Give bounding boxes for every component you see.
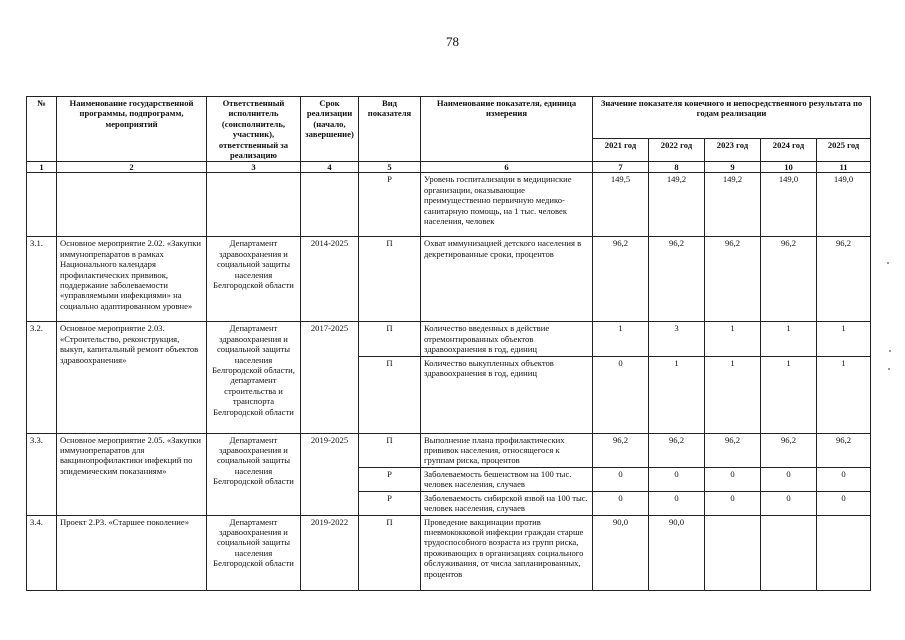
- table-body: [27, 162, 871, 590]
- table-row: [27, 433, 871, 467]
- indicator-value: 96,2: [593, 237, 649, 322]
- column-index: 7: [593, 162, 649, 173]
- indicator-value: 1: [705, 356, 761, 433]
- indicator-value: 96,2: [593, 433, 649, 467]
- row-num: [27, 173, 57, 237]
- row-period: 2019-2025: [301, 433, 359, 515]
- indicator-value: [817, 515, 871, 590]
- scan-speck: [889, 350, 891, 352]
- column-index: 9: [705, 162, 761, 173]
- indicator-value: 1: [761, 356, 817, 433]
- indicator-kind: П: [359, 515, 421, 590]
- header-year: 2022 год: [649, 138, 705, 162]
- row-period: 2019-2022: [301, 515, 359, 590]
- header-executor: Ответственный исполнитель (соисполнитель, участник), ответственный за реализацию: [207, 97, 301, 162]
- indicator-kind: Р: [359, 491, 421, 515]
- indicator-kind: П: [359, 356, 421, 433]
- indicator-value: 0: [593, 356, 649, 433]
- row-executor: Департамент здравоохранения и социальной защиты населения Белгородской области: [207, 237, 301, 322]
- row-program: Основное мероприятие 2.03. «Строительство, реконструкция, выкуп, капитальный ремонт объектов здравоохранения»: [57, 322, 207, 433]
- indicator-name: Количество введенных в действие отремонтированных объектов здравоохранения в год, единиц: [421, 322, 593, 356]
- header-program: Наименование государственной программы, подпрограмм, мероприятий: [57, 97, 207, 162]
- indicator-value: 149,0: [761, 173, 817, 237]
- indicator-value: 96,2: [761, 237, 817, 322]
- indicator-value: 0: [761, 491, 817, 515]
- header-values-group: Значение показателя конечного и непосредственного результата по годам реализации: [593, 97, 871, 139]
- page-number: 78: [446, 34, 459, 49]
- indicator-value: [761, 515, 817, 590]
- row-executor: Департамент здравоохранения и социальной защиты населения Белгородской области: [207, 515, 301, 590]
- column-index: 2: [57, 162, 207, 173]
- indicator-value: 90,0: [649, 515, 705, 590]
- indicator-kind: П: [359, 433, 421, 467]
- indicator-value: 1: [817, 356, 871, 433]
- indicator-value: 96,2: [817, 433, 871, 467]
- row-program: [57, 173, 207, 237]
- row-executor: Департамент здравоохранения и социальной защиты населения Белгородской области, департамент строительства и транспорта Белгородской области: [207, 322, 301, 433]
- indicator-value: [705, 515, 761, 590]
- indicator-name: Количество выкупленных объектов здравоохранения в год, единиц: [421, 356, 593, 433]
- scan-speck: [887, 262, 889, 264]
- indicator-name: Проведение вакцинации против пневмококковой инфекции граждан старше трудоспособного возраста из групп риска, проживающих в организациях социального обслуживания, от числа запланированных, процентов: [421, 515, 593, 590]
- indicator-value: 149,5: [593, 173, 649, 237]
- indicator-value: 0: [761, 467, 817, 491]
- indicator-value: 90,0: [593, 515, 649, 590]
- row-executor: [207, 173, 301, 237]
- indicator-value: 1: [705, 322, 761, 356]
- row-program: Проект 2.Р3. «Старшее поколение»: [57, 515, 207, 590]
- indicator-value: 96,2: [649, 237, 705, 322]
- scan-specks: [885, 0, 897, 640]
- row-period: 2017-2025: [301, 322, 359, 433]
- indicator-value: 149,0: [817, 173, 871, 237]
- scan-speck: [888, 368, 890, 370]
- indicator-value: 0: [817, 467, 871, 491]
- indicator-value: 1: [649, 356, 705, 433]
- column-index: 10: [761, 162, 817, 173]
- indicator-name: Заболеваемость сибирской язвой на 100 тыс. человек населения, случаев: [421, 491, 593, 515]
- table-row: [27, 173, 871, 237]
- indicator-value: 149,2: [649, 173, 705, 237]
- row-num: 3.4.: [27, 515, 57, 590]
- header-indicator: Наименование показателя, единица измерения: [421, 97, 593, 162]
- indicator-kind: Р: [359, 467, 421, 491]
- row-period: [301, 173, 359, 237]
- indicator-value: 149,2: [705, 173, 761, 237]
- indicator-value: 96,2: [705, 237, 761, 322]
- header-row: [27, 97, 871, 139]
- column-index: 11: [817, 162, 871, 173]
- indicator-kind: П: [359, 237, 421, 322]
- indicators-table: [26, 96, 871, 591]
- indicator-value: 96,2: [817, 237, 871, 322]
- column-index: 8: [649, 162, 705, 173]
- column-index: 6: [421, 162, 593, 173]
- indicator-value: 0: [649, 467, 705, 491]
- indicator-value: 0: [817, 491, 871, 515]
- header-year: 2023 год: [705, 138, 761, 162]
- column-index: 3: [207, 162, 301, 173]
- indicator-value: 0: [593, 467, 649, 491]
- indicator-value: 1: [817, 322, 871, 356]
- indicator-value: 1: [593, 322, 649, 356]
- indicator-name: Выполнение плана профилактических прививок населения, относящегося к группам риска, процентов: [421, 433, 593, 467]
- indicator-value: 1: [761, 322, 817, 356]
- row-program: Основное мероприятие 2.02. «Закупки иммунопрепаратов в рамках Национального календаря профилактических прививок, поддержание заболеваемости «управляемыми инфекциями» на социально адаптированном уровне»: [57, 237, 207, 322]
- indicator-value: 96,2: [705, 433, 761, 467]
- column-index: 4: [301, 162, 359, 173]
- indicator-name: Уровень госпитализации в медицинские организации, оказывающие преимущественно первичную медико-санитарную помощь, на 1 тыс. человек населения, человек: [421, 173, 593, 237]
- indicator-value: 96,2: [761, 433, 817, 467]
- row-period: 2014-2025: [301, 237, 359, 322]
- header-num: №: [27, 97, 57, 162]
- indicator-value: 0: [649, 491, 705, 515]
- header-year: 2021 год: [593, 138, 649, 162]
- column-index-row: [27, 162, 871, 173]
- indicator-value: 0: [593, 491, 649, 515]
- table-row: [27, 515, 871, 590]
- indicator-value: 96,2: [649, 433, 705, 467]
- indicator-value: 0: [705, 491, 761, 515]
- indicator-value: 3: [649, 322, 705, 356]
- indicator-kind: П: [359, 322, 421, 356]
- row-num: 3.3.: [27, 433, 57, 515]
- row-program: Основное мероприятие 2.05. «Закупки иммунопрепаратов для вакцинопрофилактики инфекций по эпидемическим показаниям»: [57, 433, 207, 515]
- indicator-name: Охват иммунизацией детского населения в декретированные сроки, процентов: [421, 237, 593, 322]
- indicator-value: 0: [705, 467, 761, 491]
- indicator-name: Заболеваемость бешенством на 100 тыс. человек населения, случаев: [421, 467, 593, 491]
- header-period: Срок реализации (начало, завершение): [301, 97, 359, 162]
- header-year: 2025 год: [817, 138, 871, 162]
- table-row: [27, 237, 871, 322]
- indicator-kind: Р: [359, 173, 421, 237]
- row-num: 3.1.: [27, 237, 57, 322]
- column-index: 1: [27, 162, 57, 173]
- row-executor: Департамент здравоохранения и социальной защиты населения Белгородской области: [207, 433, 301, 515]
- header-kind: Вид показателя: [359, 97, 421, 162]
- column-index: 5: [359, 162, 421, 173]
- table-row: [27, 322, 871, 356]
- header-year: 2024 год: [761, 138, 817, 162]
- row-num: 3.2.: [27, 322, 57, 433]
